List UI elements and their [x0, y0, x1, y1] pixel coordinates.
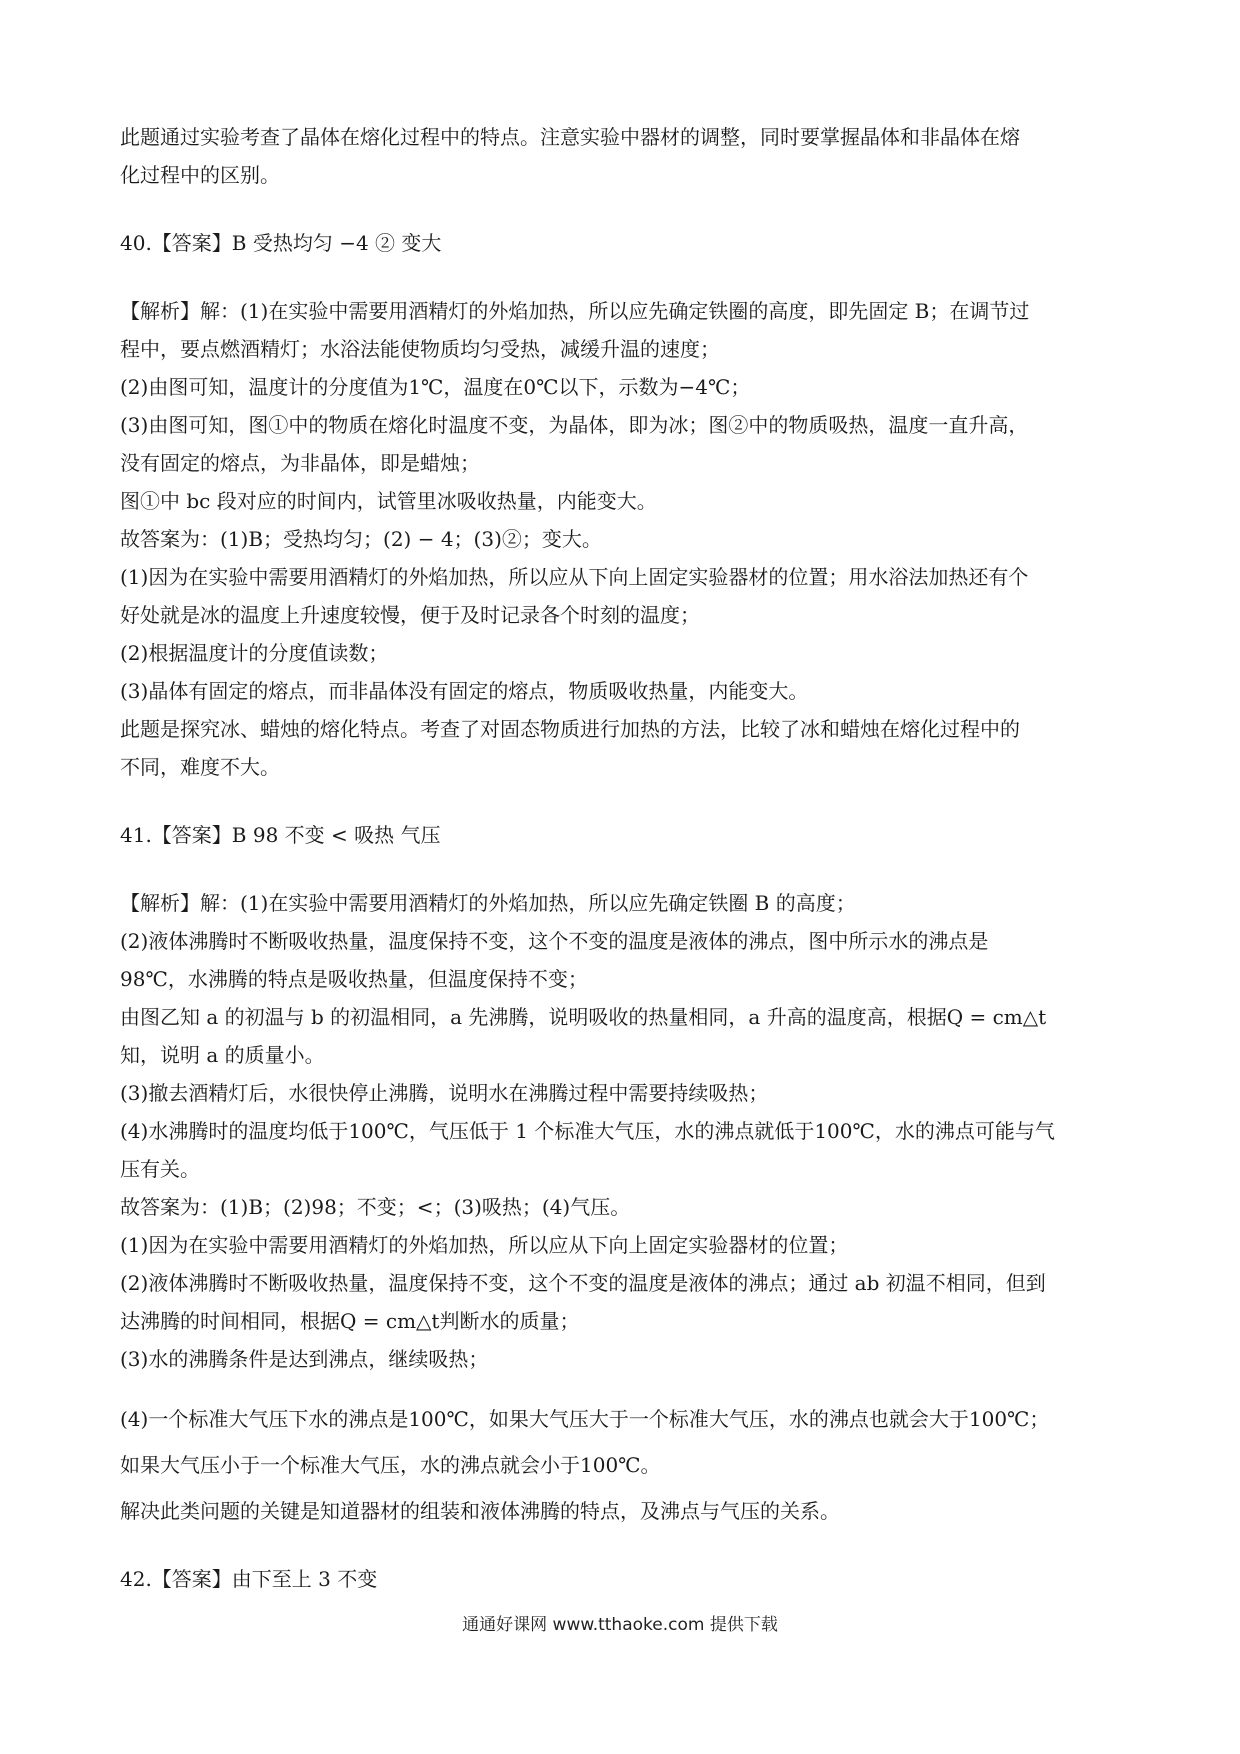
text-line: (2)根据温度计的分度值读数；	[120, 641, 389, 665]
text-line: (2)液体沸腾时不断吸收热量，温度保持不变，这个不变的温度是液体的沸点，图中所示水的沸点是	[120, 929, 989, 953]
text-line: (3)晶体有固定的熔点，而非晶体没有固定的熔点，物质吸收热量，内能变大。	[120, 679, 809, 703]
text-line: 此题通过实验考查了晶体在熔化过程中的特点。注意实验中器材的调整，同时要掌握晶体和非晶体在熔	[120, 125, 1020, 149]
text-line: (2)液体沸腾时不断吸收热量，温度保持不变，这个不变的温度是液体的沸点；通过 ab 初温不相同，但到	[120, 1271, 1046, 1295]
analysis-41	[120, 884, 1130, 1378]
analysis-41-extra	[120, 1400, 1130, 1530]
text-line: (4)水沸腾时的温度均低于100℃，气压低于 1 个标准大气压，水的沸点就低于100℃，水的沸点可能与气	[120, 1119, 1055, 1143]
text-line: 化过程中的区别。	[120, 163, 280, 187]
text-line: 达沸腾的时间相同，根据Q = cm△t判断水的质量；	[120, 1309, 580, 1333]
text-line: 图①中 bc 段对应的时间内，试管里冰吸收热量，内能变大。	[120, 489, 657, 513]
text-line: 【解析】解：(1)在实验中需要用酒精灯的外焰加热，所以应先确定铁圈的高度，即先固定 B；在调节过	[120, 299, 1030, 323]
text-line: (3)撤去酒精灯后，水很快停止沸腾，说明水在沸腾过程中需要持续吸热；	[120, 1081, 769, 1105]
answer-40: 40.【答案】B 受热均匀 −4 ② 变大	[120, 231, 442, 255]
text-line: 此题是探究冰、蜡烛的熔化特点。考查了对固态物质进行加热的方法，比较了冰和蜡烛在熔化过程中的	[120, 717, 1020, 741]
text-line: 由图乙知 a 的初温与 b 的初温相同，a 先沸腾，说明吸收的热量相同，a 升高的温度高，根据Q = cm△t	[120, 1005, 1047, 1029]
text-line: (3)水的沸腾条件是达到沸点，继续吸热；	[120, 1347, 489, 1371]
text-line: 如果大气压小于一个标准大气压，水的沸点就会小于100℃。	[120, 1453, 661, 1477]
text-line: 98℃，水沸腾的特点是吸收热量，但温度保持不变；	[120, 967, 588, 991]
text-line: (4)一个标准大气压下水的沸点是100℃，如果大气压大于一个标准大气压，水的沸点也就会大于100℃；	[120, 1407, 1050, 1431]
answer-42: 42.【答案】由下至上 3 不变	[120, 1567, 378, 1591]
page-footer: 通通好课网 www.tthaoke.com 提供下载	[462, 1615, 778, 1635]
text-line: (1)因为在实验中需要用酒精灯的外焰加热，所以应从下向上固定实验器材的位置；	[120, 1233, 849, 1257]
text-line: 程中，要点燃酒精灯；水浴法能使物质均匀受热，减缓升温的速度；	[120, 337, 720, 361]
text-line: 没有固定的熔点，为非晶体，即是蜡烛；	[120, 451, 480, 475]
text-line: (3)由图可知，图①中的物质在熔化时温度不变，为晶体，即为冰；图②中的物质吸热，温度一直升高，	[120, 413, 1029, 437]
text-line: 故答案为：(1)B；(2)98；不变；<；(3)吸热；(4)气压。	[120, 1195, 631, 1219]
text-line: 好处就是冰的温度上升速度较慢，便于及时记录各个时刻的温度；	[120, 603, 700, 627]
text-line: 解决此类问题的关键是知道器材的组装和液体沸腾的特点，及沸点与气压的关系。	[120, 1499, 840, 1523]
intro-paragraph	[120, 118, 1130, 194]
text-line: 不同，难度不大。	[120, 755, 280, 779]
document-page	[120, 118, 1130, 1598]
text-line: 知，说明 a 的质量小。	[120, 1043, 325, 1067]
answer-41: 41.【答案】B 98 不变 < 吸热 气压	[120, 823, 441, 847]
analysis-40	[120, 292, 1130, 786]
text-line: 压有关。	[120, 1157, 200, 1181]
text-line: (2)由图可知，温度计的分度值为1℃，温度在0℃以下，示数为−4℃；	[120, 375, 751, 399]
text-line: (1)因为在实验中需要用酒精灯的外焰加热，所以应从下向上固定实验器材的位置；用水浴法加热还有个	[120, 565, 1029, 589]
text-line: 故答案为：(1)B；受热均匀；(2) − 4；(3)②；变大。	[120, 527, 602, 551]
text-line: 【解析】解：(1)在实验中需要用酒精灯的外焰加热，所以应先确定铁圈 B 的高度；	[120, 891, 856, 915]
